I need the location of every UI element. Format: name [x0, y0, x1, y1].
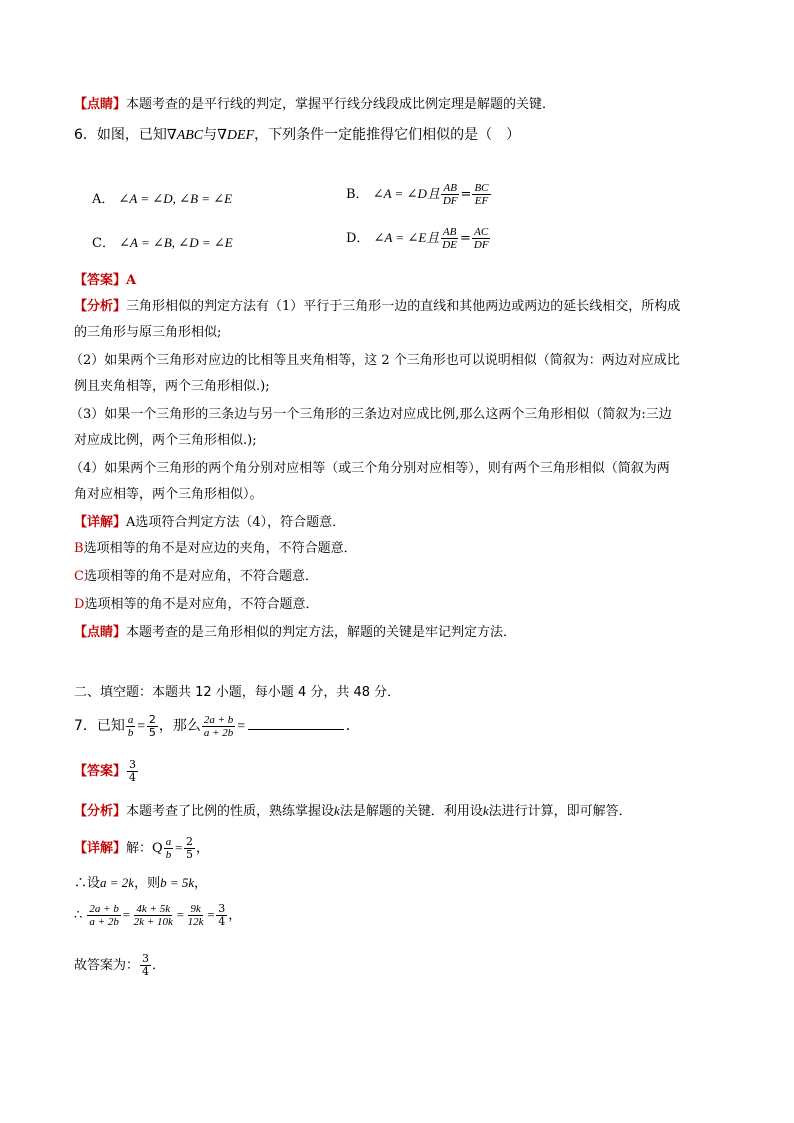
option-b-lead: ∠A = ∠D且: [372, 186, 440, 201]
q6-stem: [74, 126, 520, 145]
q6-stem-prefix: 6．如图，已知: [74, 127, 167, 143]
q6-detail-d: [74, 596, 318, 614]
set-text: 设: [87, 876, 101, 891]
section-2-heading: 二、填空题：本题共 12 小题，每小题 4 分，共 48 分．: [74, 685, 401, 700]
analysis-text: 三角形相似的判定方法有（1）平行于三角形一边的直线和其他两边或两边的延长线相交，所构成: [126, 299, 681, 314]
q6-triangle-abc: ∇ABC: [166, 128, 204, 143]
option-d-label: D．: [346, 231, 370, 246]
q6-triangle-def: ∇DEF: [217, 128, 255, 143]
q6-stem-mid: 与: [203, 127, 218, 143]
frac-den: DE: [442, 239, 457, 251]
q6-analysis-3b: 对应成比例，两个三角形相似.);: [74, 433, 257, 448]
frac-den: 4: [142, 965, 150, 978]
q7-stem: [74, 712, 360, 741]
frac-den: a + 2b: [203, 726, 234, 739]
frac-num: 2: [185, 835, 193, 848]
answer-tag: 【答案】: [74, 764, 127, 779]
frac-den: 4: [218, 915, 226, 928]
frac-num: a: [127, 713, 134, 726]
therefore-symbol: ∴: [74, 908, 83, 923]
q7-answer: [74, 758, 139, 786]
option-b-label: B．: [346, 187, 369, 202]
q6-analysis-2a: （2）如果两个三角形对应边的比相等且夹角相等，这 2 个三角形也可以说明相似（简叙为：两边对应成比: [70, 353, 680, 368]
final-end: ．: [152, 958, 166, 973]
q6-detail-a: [74, 514, 345, 532]
frac-num: AB: [442, 226, 457, 238]
q7-given-fraction-left: [126, 714, 136, 739]
q5-comment-line: [74, 96, 555, 114]
equals: =: [206, 907, 216, 922]
set-a: a = 2k: [100, 875, 135, 890]
q6-stem-suffix: ，下列条件一定能推得它们相似的是（ ）: [254, 127, 521, 143]
option-a-text: ∠A = ∠D, ∠B = ∠E: [118, 191, 233, 206]
step-fraction-3: [186, 903, 206, 928]
equals: =: [459, 231, 471, 246]
frac-num: BC: [474, 182, 489, 194]
frac-den: 12k: [187, 916, 204, 928]
q7-target-fraction: [202, 714, 235, 739]
q7-prefix: 7．已知: [74, 718, 125, 734]
detail-lead: 解：: [126, 841, 153, 856]
q7-answer-fraction: [127, 759, 138, 784]
q7-detail-line-3: [74, 900, 241, 931]
variable-k: k: [482, 803, 489, 818]
option-letter: B: [74, 541, 84, 556]
q6-analysis-1a: [74, 298, 680, 316]
frac-den: 2k + 10k: [133, 916, 173, 928]
q7-given-fraction-right: [147, 714, 158, 739]
option-b-fraction-1: [441, 182, 460, 207]
frac-den: b: [127, 726, 134, 739]
step-fraction-4: [216, 903, 227, 928]
frac-den: 4: [129, 771, 137, 784]
frac-den: b: [165, 849, 172, 861]
equals: =: [174, 840, 183, 855]
set-b: b = 5k: [160, 875, 195, 890]
q7-end: ．: [345, 718, 360, 734]
option-c-label: C．: [92, 236, 115, 251]
frac-num: AB: [443, 182, 457, 194]
frac-num: 4k + 5k: [136, 903, 171, 915]
comma: ，: [228, 908, 242, 923]
detail-tag: 【详解】: [74, 841, 127, 856]
analysis-tag: 【分析】: [74, 804, 127, 819]
set-text: ，: [194, 876, 208, 891]
option-b-fraction-2: [472, 182, 490, 207]
frac-num: 3: [218, 902, 226, 915]
analysis-text: 法是解题的关键．利用设: [339, 804, 483, 819]
step-fraction-2: [132, 903, 175, 928]
q7-detail-line-1: [74, 834, 209, 863]
comment-tag: 【点睛】: [74, 625, 127, 640]
q6-option-b: [346, 182, 492, 207]
frac-den: 5: [185, 848, 193, 861]
equals: =: [175, 907, 185, 922]
equals: =: [121, 907, 131, 922]
detail-fraction-ab: [164, 836, 174, 861]
frac-num: 3: [142, 952, 150, 965]
answer-tag: 【答案】: [74, 273, 127, 288]
q6-comment: [74, 624, 516, 642]
frac-num: 3: [129, 758, 137, 771]
frac-den: EF: [474, 195, 489, 207]
q6-option-d: [346, 226, 492, 251]
detail-text: A选项符合判定方法（4），符合题意．: [126, 515, 346, 530]
frac-num: 2a + b: [89, 903, 119, 915]
analysis-text: 法进行计算，即可解答．: [488, 804, 632, 819]
q6-analysis-2b: 例且夹角相等，两个三角形相似.);: [74, 379, 270, 394]
frac-num: a: [165, 836, 172, 848]
therefore-symbol: ∴: [74, 876, 88, 891]
equals: =: [236, 719, 246, 734]
q7-then: ，那么: [158, 718, 201, 734]
analysis-tag: 【分析】: [74, 299, 127, 314]
q6-analysis-4b: 角对应相等，两个三角形相似）。: [74, 487, 263, 502]
q7-analysis: [74, 802, 632, 821]
detail-fraction-two-five: [184, 836, 195, 861]
answer-value: A: [126, 273, 137, 288]
frac-num: 2: [148, 712, 156, 726]
frac-den: a + 2b: [89, 916, 119, 928]
option-d-lead: ∠A = ∠E且: [373, 230, 440, 245]
option-d-fraction-2: [472, 226, 491, 251]
comment-tag: 【点睛】: [74, 97, 127, 112]
equals: =: [136, 719, 146, 734]
comma: ，: [195, 841, 209, 856]
answer-blank[interactable]: [248, 717, 344, 730]
frac-num: 9k: [190, 903, 201, 915]
analysis-text: 本题考查了比例的性质，熟练掌握设: [126, 804, 335, 819]
q7-detail-line-2: [74, 874, 207, 893]
frac-den: DF: [442, 195, 458, 207]
detail-text: 选项相等的角不是对应边的夹角，不符合题意．: [83, 541, 357, 556]
option-c-text: ∠A = ∠B, ∠D = ∠E: [119, 235, 233, 250]
frac-num: AC: [474, 226, 489, 238]
q6-analysis-1b: 的三角形与原三角形相似;: [74, 325, 222, 340]
q6-option-c: [92, 234, 233, 253]
set-text: ，则: [134, 876, 161, 891]
detail-tag: 【详解】: [74, 515, 127, 530]
variable-k: k: [334, 803, 340, 818]
q6-detail-b: [74, 540, 357, 558]
detail-text: 选项相等的角不是对应角，不符合题意．: [83, 569, 318, 584]
q6-analysis-4a: （4）如果两个三角形的两个角分别对应相等（或三个角分别对应相等），则有两个三角形相似（简叙为两: [70, 461, 670, 476]
final-fraction: [140, 953, 151, 978]
q6-detail-c: [74, 568, 318, 586]
final-text: 故答案为：: [74, 958, 140, 973]
comment-text: 本题考查的是平行线的判定，掌握平行线分线段成比例定理是解题的关键．: [126, 97, 556, 112]
option-d-fraction-1: [440, 226, 459, 251]
comment-text: 本题考查的是三角形相似的判定方法，解题的关键是牢记判定方法．: [126, 625, 517, 640]
q6-analysis-3a: （3）如果一个三角形的三条边与另一个三角形的三条边对应成比例,那么这两个三角形相似（简叙为:三边: [70, 407, 672, 422]
frac-den: DF: [473, 239, 489, 251]
q6-option-a: [92, 190, 232, 209]
option-letter: D: [74, 597, 85, 612]
frac-num: 2a + b: [203, 713, 234, 726]
q7-final-answer: [74, 952, 165, 980]
frac-den: 5: [148, 725, 156, 739]
because-symbol: Q: [152, 841, 163, 856]
equals: =: [460, 187, 472, 202]
option-a-label: A．: [92, 192, 115, 207]
option-letter: C: [74, 569, 84, 584]
detail-text: 选项相等的角不是对应角，不符合题意．: [84, 597, 319, 612]
q6-answer: [74, 272, 136, 290]
step-fraction-1: [87, 903, 120, 928]
